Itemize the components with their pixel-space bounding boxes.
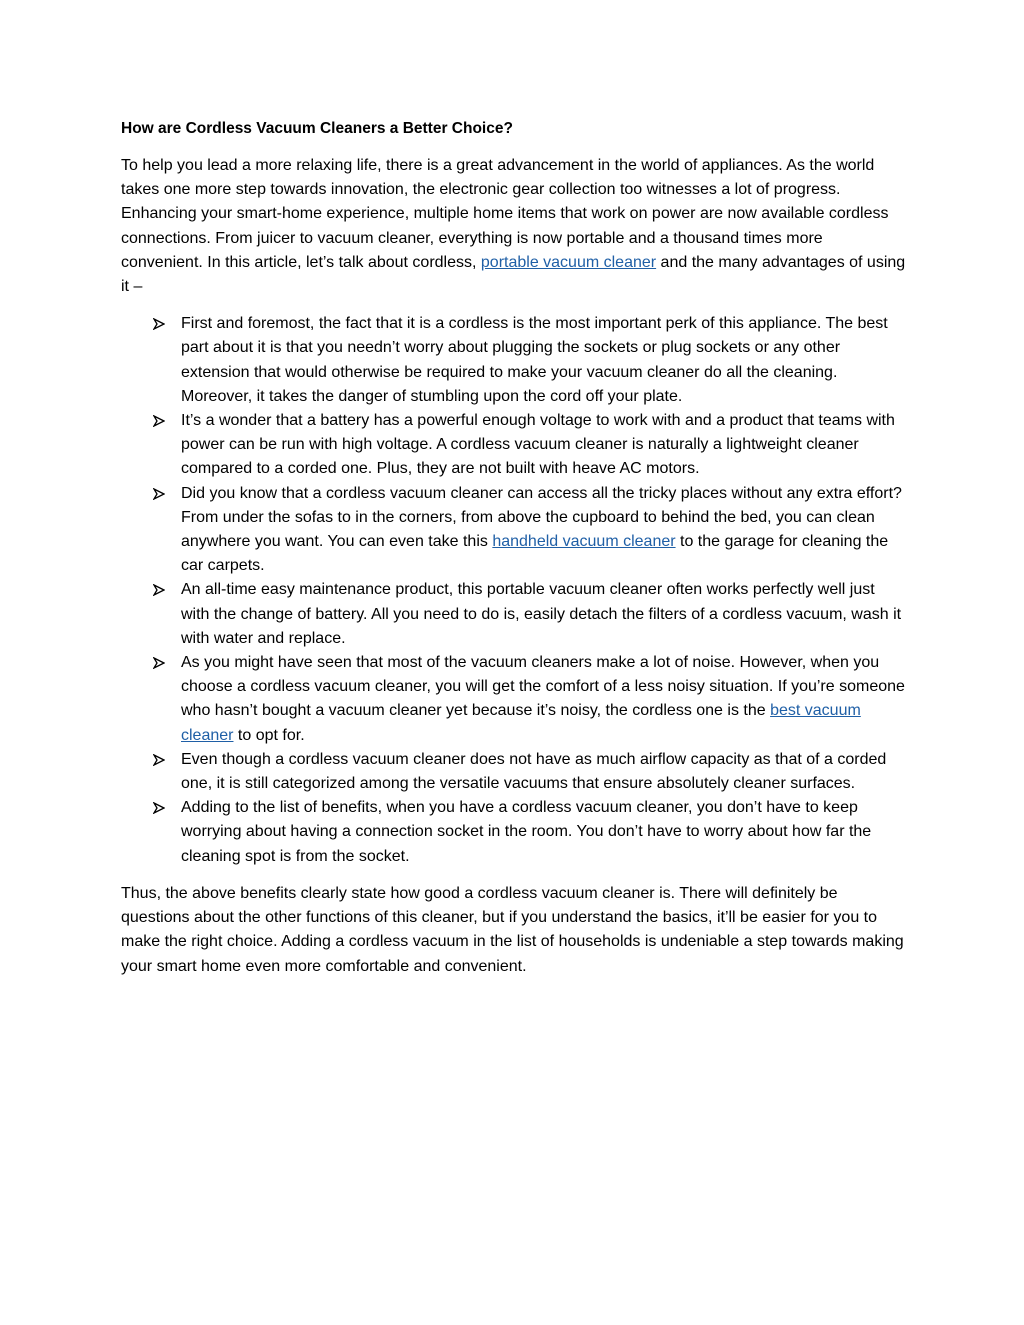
arrowhead-bullet-icon (153, 409, 167, 433)
intro-paragraph (121, 154, 906, 299)
portable-vacuum-cleaner-link[interactable]: portable vacuum cleaner (480, 253, 657, 271)
list-item-text: Did you know that a cordless vacuum cleaner can access all the tricky places without any extra effort? From under the sofas to in the corners, from above the cupboard to behind the bed, you can clean anywhere you want. You can even take this (181, 484, 902, 551)
arrowhead-bullet-icon (153, 482, 167, 506)
list-item (181, 312, 906, 409)
list-item-text: An all-time easy maintenance product, this portable vacuum cleaner often works perfectly well just with the change of battery. All you need to do is, easily detach the filters of a cordless vacuum, wash it with water and replace. (181, 581, 902, 647)
list-item (181, 748, 906, 796)
arrowhead-bullet-icon (153, 578, 167, 602)
intro-text-before: To help you lead a more relaxing life, there is a great advancement in the world of appliances. As the world takes one more step towards innovation, the electronic gear collection too witnesses a lot of progress. Enhancing your smart-home experience, multiple home items that work on power are now available cordless connections. From juicer to vacuum cleaner, everything is now portable and a thousand times more convenient. In this article, let’s talk about cordless, (121, 157, 889, 271)
document-title: How are Cordless Vacuum Cleaners a Better Choice? (121, 120, 513, 137)
document-page (121, 117, 906, 979)
list-item-text: It’s a wonder that a battery has a powerful enough voltage to work with and a product that teams with power can be run with high voltage. A cordless vacuum cleaner is naturally a lightweight cleaner compared to a corded one. Plus, they are not built with heave AC motors. (181, 412, 895, 478)
best-vacuum-cleaner-link[interactable]: best vacuum cleaner (181, 702, 861, 744)
list-item (181, 796, 906, 869)
arrowhead-bullet-icon (153, 651, 167, 675)
list-item (181, 482, 906, 579)
list-item-text-after: to opt for. (233, 726, 305, 744)
benefits-list (121, 312, 906, 869)
list-item (181, 651, 906, 748)
conclusion-paragraph: Thus, the above benefits clearly state how good a cordless vacuum cleaner is. There will definitely be questions about the other functions of this cleaner, but if you understand the basics, it’ll be easier for you to make the right choice. Adding a cordless vacuum in the list of households is undeniable a step towards making your smart home even more comfortable and convenient. (121, 884, 904, 975)
list-item (181, 409, 906, 482)
intro-text-after: and the many advantages of using it – (121, 253, 906, 296)
list-item-text: First and foremost, the fact that it is a cordless is the most important perk of this appliance. The best part about it is that you needn’t worry about plugging the sockets or plug sockets or any other extension that would otherwise be required to make your vacuum cleaner do all the cleaning. Moreover, it takes the danger of stumbling upon the cord off your plate. (181, 315, 888, 405)
list-item (181, 578, 906, 651)
arrowhead-bullet-icon (153, 796, 167, 820)
arrowhead-bullet-icon (153, 312, 167, 336)
handheld-vacuum-cleaner-link[interactable]: handheld vacuum cleaner (492, 533, 676, 551)
list-item-text: Even though a cordless vacuum cleaner does not have as much airflow capacity as that of a corded one, it is still categorized among the versatile vacuums that ensure absolutely cleaner surfaces. (181, 750, 887, 793)
list-item-text: As you might have seen that most of the vacuum cleaners make a lot of noise. However, when you choose a cordless vacuum cleaner, you will get the comfort of a less noisy situation. If you’re someone who hasn’t bought a vacuum cleaner yet because it’s noisy, the cordless one is the (181, 654, 905, 720)
list-item-text: Adding to the list of benefits, when you have a cordless vacuum cleaner, you don’t have to keep worrying about having a connection socket in the room. You don’t have to worry about how far the cleaning spot is from the socket. (181, 799, 872, 865)
arrowhead-bullet-icon (153, 748, 167, 772)
list-item-text-after: to the garage for cleaning the car carpets. (181, 533, 889, 575)
